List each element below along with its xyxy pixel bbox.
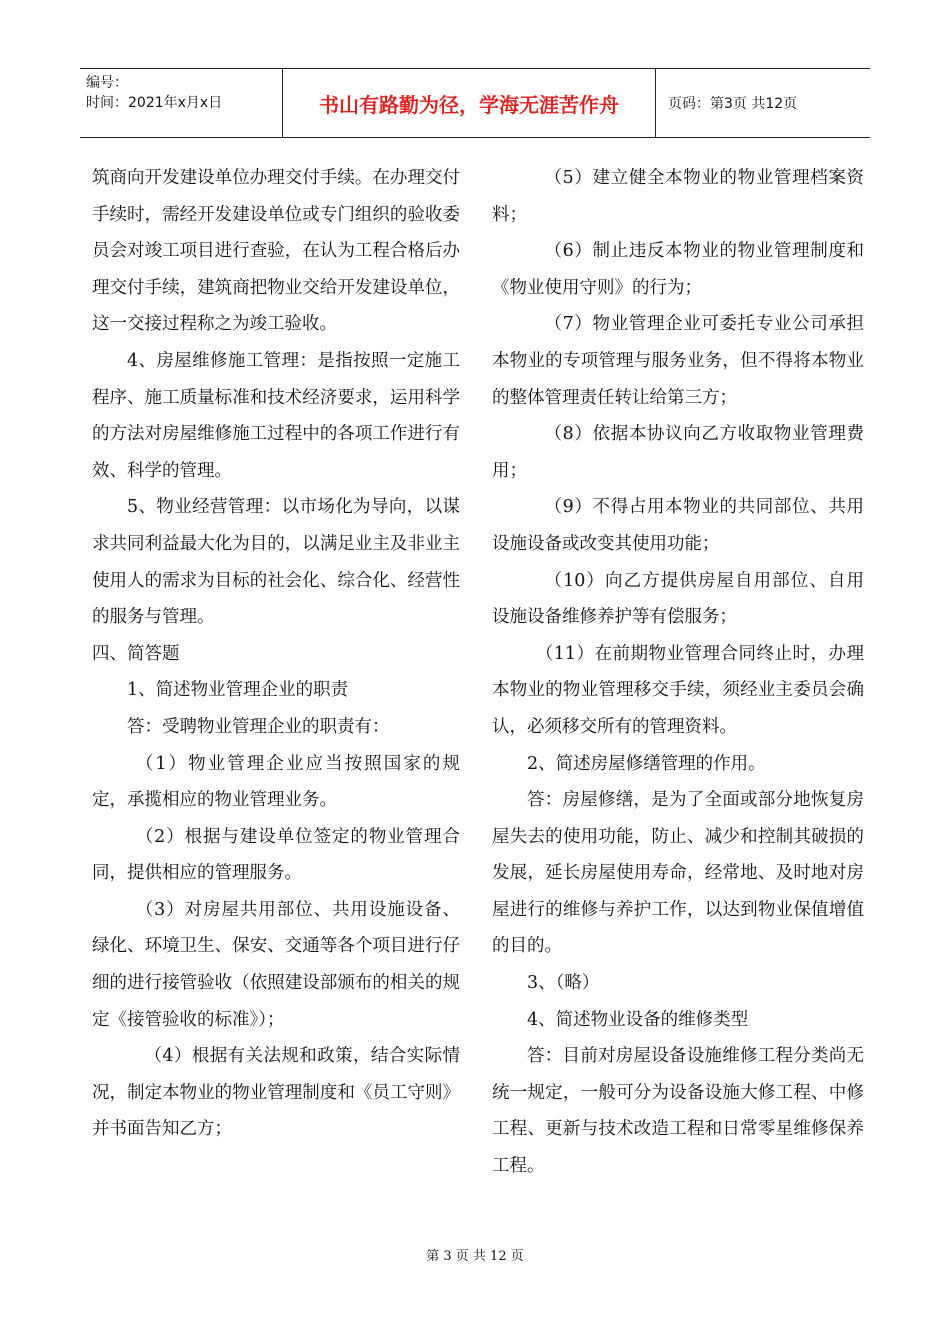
right-text-column [492, 160, 864, 1185]
time-label: 时间：2021年x月x日 [86, 95, 223, 111]
paragraph: 筑商向开发建设单位办理交付手续。在办理交付手续时，需经开发建设单位或专门组织的验收委员会对竣工项目进行查验，在认为工程合格后办理交付手续，建筑商把物业交给开发建设单位，这一交接过程称之为竣工验收。 [92, 168, 460, 335]
header-page-info: 页码：第3页 共12页 [668, 96, 798, 112]
list-item: （9）不得占用本物业的共同部位、共用设施设备或改变其使用功能； [492, 497, 864, 554]
list-item: （1）物业管理企业应当按照国家的规定，承揽相应的物业管理业务。 [92, 753, 460, 811]
question-heading: 3、（略） [527, 973, 600, 994]
list-item: （6）制止违反本物业的物业管理制度和《物业使用守则》的行为； [492, 241, 864, 298]
list-item: （7）物业管理企业可委托专业公司承担本物业的专项管理与服务业务，但不得将本物业的整体管理责任转让给第三方； [492, 314, 864, 408]
paragraph: 5、物业经营管理：以市场化为导向，以谋求共同利益最大化为目的，以满足业主及非业主使用人的需求为目标的社会化、综合化、经营性的服务与管理。 [92, 497, 460, 628]
paragraph: 答：房屋修缮，是为了全面或部分地恢复房屋失去的使用功能，防止、减少和控制其破损的发展，延长房屋使用寿命，经常地、及时地对房屋进行的维修与养护工作，以达到物业保值增值的目的。 [492, 790, 864, 957]
list-item: （11）在前期物业管理合同终止时，办理本物业的物业管理移交手续，须经业主委员会确认，必须移交所有的管理资料。 [492, 643, 864, 737]
list-item: （2）根据与建设单位签定的物业管理合同，提供相应的管理服务。 [92, 826, 460, 884]
left-text-column [92, 160, 460, 1148]
paragraph: 答：目前对房屋设备设施维修工程分类尚无统一规定，一般可分为设备设施大修工程、中修工程、更新与技术改造工程和日常零星维修保养工程。 [492, 1046, 864, 1177]
question-heading: 4、简述物业设备的维修类型 [527, 1009, 749, 1030]
paragraph: 答：受聘物业管理企业的职责有： [127, 716, 390, 737]
list-item: （5）建立健全本物业的物业管理档案资料； [492, 168, 864, 225]
question-heading: 2、简述房屋修缮管理的作用。 [527, 753, 766, 774]
list-item: （10）向乙方提供房屋自用部位、自用设施设备维修养护等有偿服务； [492, 570, 864, 628]
document-header [80, 68, 870, 138]
page-footer: 第 3 页 共 12 页 [426, 1249, 524, 1264]
section-heading: 四、简答题 [92, 643, 180, 664]
question-heading: 1、简述物业管理企业的职责 [127, 680, 349, 701]
list-item: （3）对房屋共用部位、共用设施设备、绿化、环境卫生、保安、交通等各个项目进行仔细的进行接管验收（依照建设部颁布的相关的规定《接管验收的标准》）； [92, 899, 460, 1030]
paragraph: 4、房屋维修施工管理：是指按照一定施工程序、施工质量标准和技术经济要求，运用科学的方法对房屋维修施工过程中的各项工作进行有效、科学的管理。 [92, 350, 460, 481]
list-item: （8）依据本协议向乙方收取物业管理费用； [492, 424, 864, 481]
list-item: （4）根据有关法规和政策，结合实际情况，制定本物业的物业管理制度和《员工守则》并书面告知乙方； [92, 1046, 460, 1140]
header-meta [80, 69, 282, 137]
number-label: 编号： [86, 75, 128, 91]
header-motto: 书山有路勤为径，学海无涯苦作舟 [282, 69, 656, 137]
